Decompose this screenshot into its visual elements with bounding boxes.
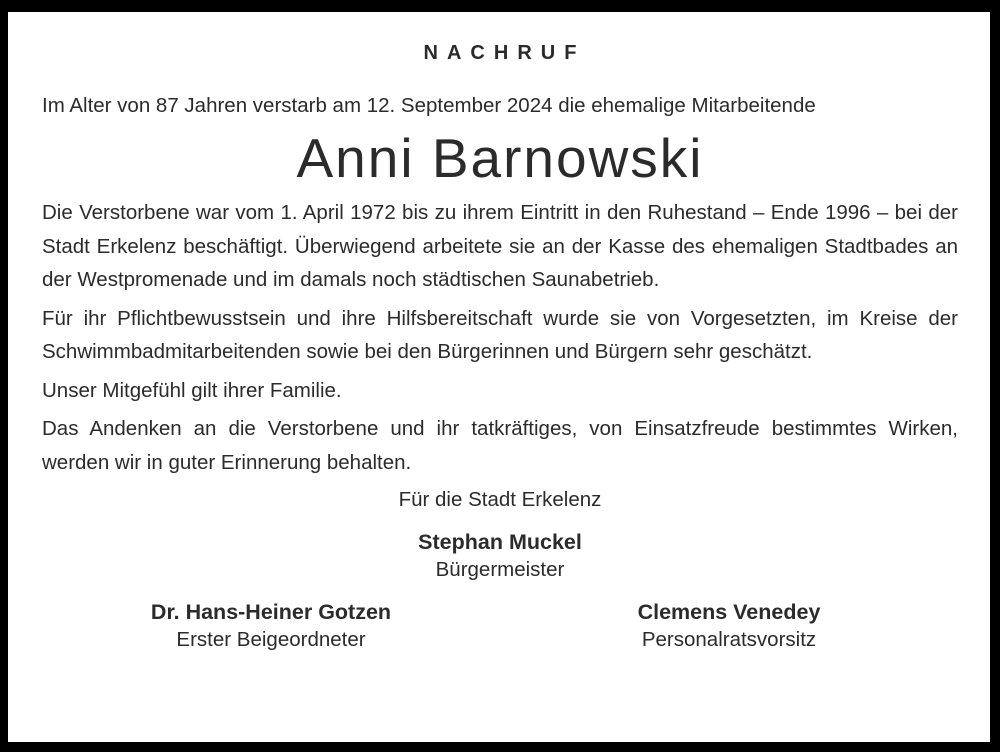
- co-signatories-row: [42, 598, 958, 654]
- staff-council-signature: [500, 598, 958, 654]
- closing-line: Für die Stadt Erkelenz: [398, 488, 602, 511]
- signatory-name: Dr. Hans-Heiner Gotzen: [150, 600, 392, 624]
- signatory-title: Bürgermeister: [435, 558, 565, 581]
- signatory-title: Erster Beigeordneter: [176, 628, 366, 651]
- notice-type-heading: NACHRUF: [423, 42, 586, 64]
- remembrance-paragraph: Das Andenken an die Verstorbene und ihr tatkräftiges, von Einsatzfreude bestimmtes Wirken, werden wir in guter Erinnerung behalten.: [42, 417, 958, 474]
- obituary-notice: [8, 12, 990, 742]
- mayor-signature: [42, 528, 958, 584]
- signatory-name: Stephan Muckel: [418, 530, 582, 554]
- appreciation-paragraph: Für ihr Pflichtbewusstsein und ihre Hilfsbereitschaft wurde sie von Vorgesetzten, im Kreise der Schwimmbadmitarbeitenden sowie bei den Bürgerinnen und Bürgern sehr geschätzt.: [42, 306, 958, 363]
- career-paragraph: Die Verstorbene war vom 1. April 1972 bis zu ihrem Eintritt in den Ruhestand – Ende 1996 – bei der Stadt Erkelenz beschäftigt. Überwiegend arbeitete sie an der Kasse des ehemaligen Stadtbades an der Westpromenade und im damals noch städtischen Saunabetrieb.: [42, 201, 958, 291]
- signatory-name: Clemens Venedey: [637, 600, 821, 624]
- intro-line: Im Alter von 87 Jahren verstarb am 12. September 2024 die ehemalige Mitarbeitende: [42, 94, 816, 117]
- deceased-name: Anni Barnowski: [296, 127, 704, 189]
- signatory-title: Personalratsvorsitz: [641, 628, 817, 651]
- condolence-paragraph: Unser Mitgefühl gilt ihrer Familie.: [42, 378, 342, 402]
- deputy-signature: [42, 598, 500, 654]
